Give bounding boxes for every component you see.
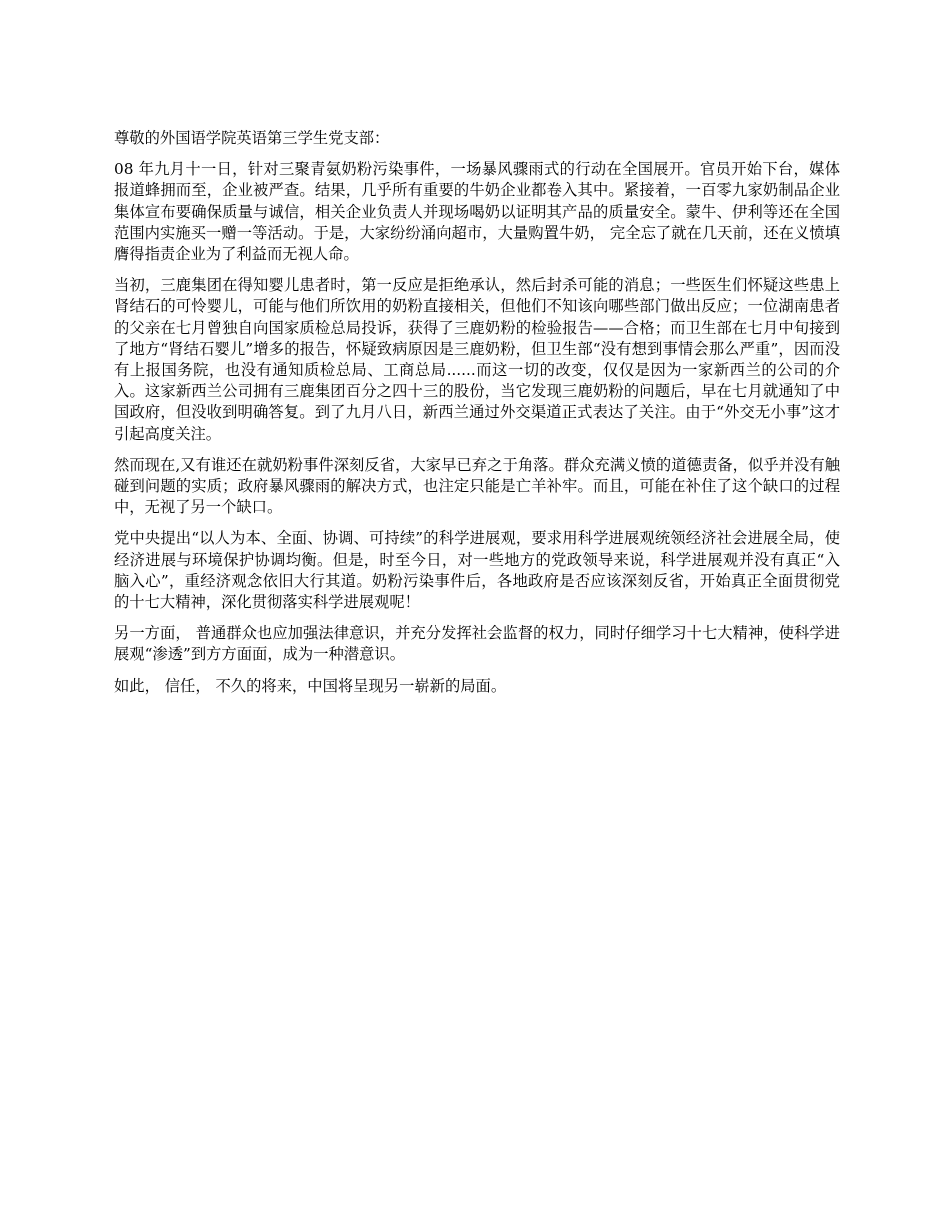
letter-body: [114, 128, 840, 707]
paragraph-4: 党中央提出“以人为本、全面、协调、可持续”的科学进展观，要求用科学进展观统领经济社会进展全局，使经济进展与环境保护协调均衡。但是，时至今日，对一些地方的党政领导来说，科学进展观并没有真正“入脑入心”，重经济观念依旧大行其道。奶粉污染事件后，各地政府是否应该深刻反省，开始真正全面贯彻党的十七大精神，深化贯彻落实科学进展观呢！: [114, 529, 840, 612]
paragraph-1: 08 年九月十一日，针对三聚青氨奶粉污染事件，一场暴风骤雨式的行动在全国展开。官员开始下台，媒体报道蜂拥而至，企业被严查。结果，几乎所有重要的牛奶企业都卷入其中。紧接着，一百零九家奶制品企业集体宣布要确保质量与诚信，相关企业负责人并现场喝奶以证明其产品的质量安全。蒙牛、伊利等还在全国范围内实施买一赠一等活动。于是，大家纷纷涌向超市，大量购置牛奶， 完全忘了就在几天前，还在义愤填膺得指责企业为了利益而无视人命。: [114, 160, 840, 264]
paragraph-2: 当初，三鹿集团在得知婴儿患者时，第一反应是拒绝承认，然后封杀可能的消息；一些医生们怀疑这些患上肾结石的可怜婴儿，可能与他们所饮用的奶粉直接相关，但他们不知该向哪些部门做出反应；一位湖南患者的父亲在七月曾独自向国家质检总局投诉，获得了三鹿奶粉的检验报告——合格；而卫生部在七月中旬接到了地方“肾结石婴儿”增多的报告，怀疑致病原因是三鹿奶粉，但卫生部“没有想到事情会那么严重”，因而没有上报国务院，也没有通知质检总局、工商总局......而这一切的改变，仅仅是因为一家新西兰的公司的介入。这家新西兰公司拥有三鹿集团百分之四十三的股份，当它发现三鹿奶粉的问题后，早在七月就通知了中国政府，但没收到明确答复。到了九月八日，新西兰通过外交渠道正式表达了关注。由于“外交无小事”这才引起高度关注。: [114, 276, 840, 443]
paragraph-6: 如此， 信任， 不久的将来，中国将呈现另一崭新的局面。: [114, 676, 507, 695]
paragraph-5: 另一方面， 普通群众也应加强法律意识，并充分发挥社会监督的权力，同时仔细学习十七大精神，使科学进展观“渗透”到方方面面，成为一种潜意识。: [114, 624, 840, 664]
paragraph-3: 然而现在,又有谁还在就奶粉事件深刻反省，大家早已弃之于角落。群众充满义愤的道德责备，似乎并没有触碰到问题的实质；政府暴风骤雨的解决方式，也注定只能是亡羊补牢。而且，可能在补住了这个缺口的过程中，无视了另一个缺口。: [114, 455, 840, 517]
salutation: 尊敬的外国语学院英语第三学生党支部：: [114, 129, 390, 147]
